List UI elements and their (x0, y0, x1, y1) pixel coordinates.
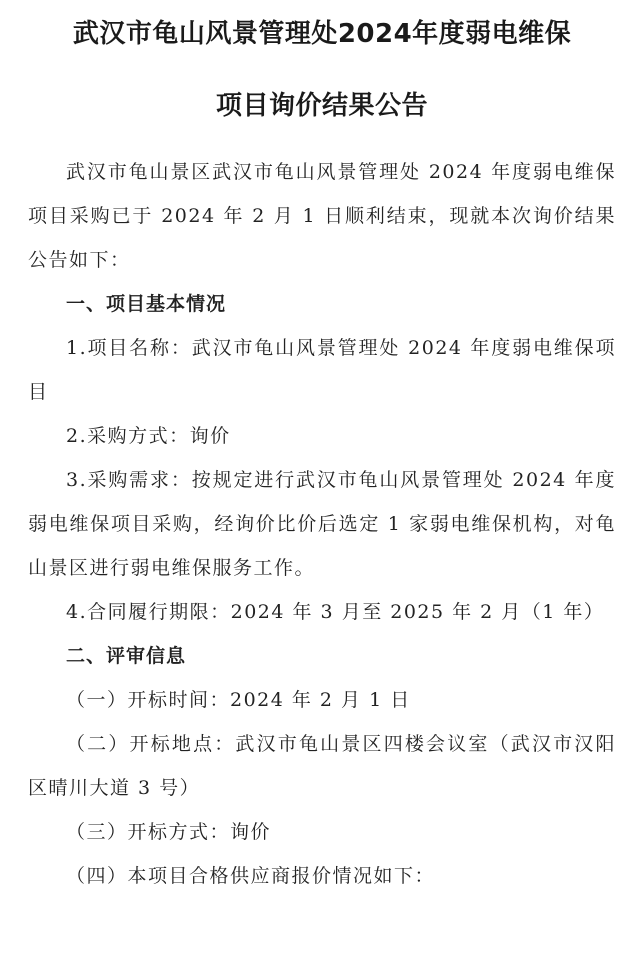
document-body (28, 150, 616, 898)
section2-heading: 二、评审信息 (66, 645, 187, 667)
intro-paragraph: 武汉市龟山景区武汉市龟山风景管理处 2024 年度弱电维保项目采购已于 2024 年 2 月 1 日顺利结束，现就本次询价结果公告如下： (28, 161, 616, 271)
section2-item2: （二）开标地点：武汉市龟山景区四楼会议室（武汉市汉阳区晴川大道 3 号） (28, 733, 616, 799)
section2-item3: （三）开标方式：询价 (66, 821, 272, 843)
section1-item1: 1.项目名称：武汉市龟山风景管理处 2024 年度弱电维保项目 (28, 337, 616, 403)
document-title-line1: 武汉市龟山风景管理处2024年度弱电维保 (72, 19, 572, 49)
section2-item4: （四）本项目合格供应商报价情况如下： (66, 865, 436, 887)
section1-item4: 4.合同履行期限：2024 年 3 月至 2025 年 2 月（1 年） (66, 601, 605, 623)
document-title-line2: 项目询价结果公告 (215, 91, 428, 121)
section1-item3: 3.采购需求：按规定进行武汉市龟山风景管理处 2024 年度弱电维保项目采购，经询价比价后选定 1 家弱电维保机构，对龟山景区进行弱电维保服务工作。 (28, 469, 616, 579)
section1-heading: 一、项目基本情况 (66, 293, 227, 315)
section1-item2: 2.采购方式：询价 (66, 425, 231, 447)
section2-item1: （一）开标时间：2024 年 2 月 1 日 (66, 689, 411, 711)
